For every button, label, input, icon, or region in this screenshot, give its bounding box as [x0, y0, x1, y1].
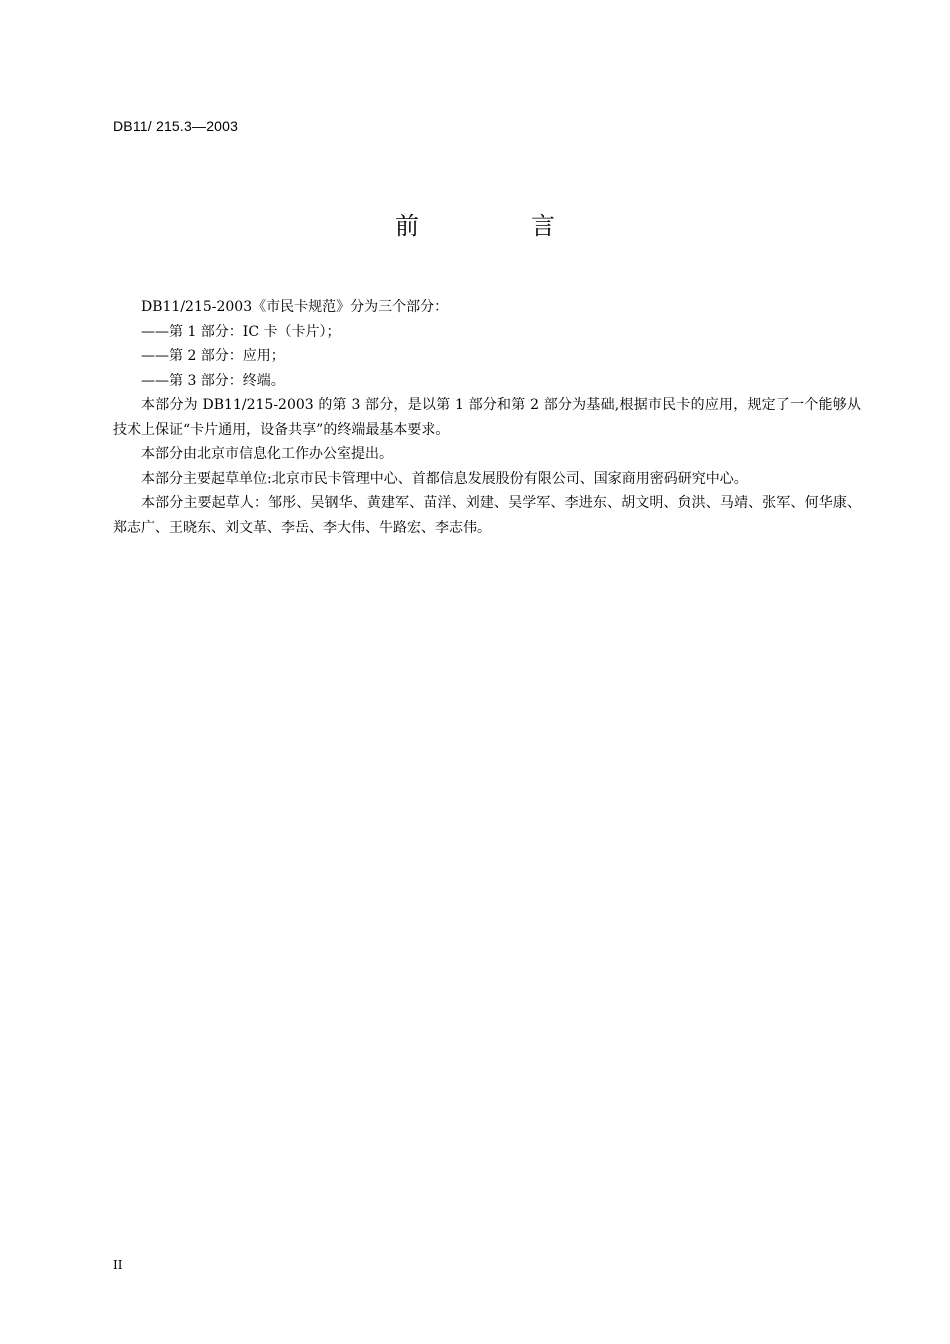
page-number: II	[113, 1258, 123, 1272]
paragraph-proposer: 本部分由北京市信息化工作办公室提出。	[141, 446, 393, 462]
paragraph-part-3: ——第 3 部分：终端。	[141, 372, 285, 389]
paragraph-scope: 本部分为 DB11/215-2003 的第 3 部分，是以第 1 部分和第 2 部分为基础,根据市民卡的应用，规定了一个能够从技术上保证“卡片通用，设备共享”的终端最基本要求。	[113, 397, 861, 438]
paragraph-drafting-units: 本部分主要起草单位:北京市民卡管理中心、首都信息发展股份有限公司、国家商用密码研究中心。	[141, 470, 748, 487]
paragraph-parts-intro: DB11/215-2003《市民卡规范》分为三个部分：	[141, 299, 449, 315]
foreword-body	[113, 295, 861, 540]
page-title: 前 言	[395, 212, 599, 240]
paragraph-part-2: ——第 2 部分：应用；	[141, 348, 285, 364]
paragraph-part-1: ——第 1 部分：IC 卡（卡片）；	[141, 323, 341, 340]
paragraph-drafters: 本部分主要起草人：邹彤、吴钢华、黄建军、苗洋、刘建、吴学军、李进东、胡文明、贠洪、马靖、张军、何华康、郑志广、王晓东、刘文革、李岳、李大伟、牛路宏、李志伟。	[113, 495, 861, 536]
document-code: DB11/ 215.3—2003	[113, 118, 239, 134]
